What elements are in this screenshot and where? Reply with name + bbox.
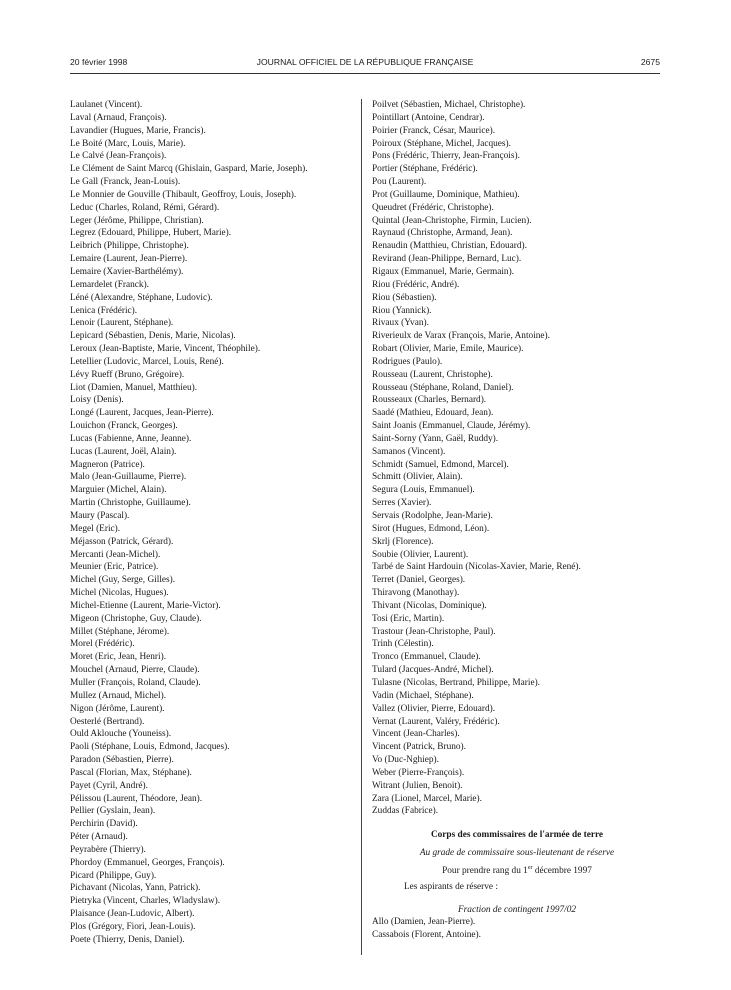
- left-column: [70, 99, 355, 947]
- list-item: Leduc (Charles, Roland, Rémi, Gérard).: [70, 202, 220, 213]
- list-item: Vo (Duc-Nghiep).: [372, 755, 439, 766]
- section-block: [372, 829, 662, 942]
- section-date: [372, 865, 662, 878]
- list-item: Witrant (Julien, Benoit).: [372, 780, 463, 791]
- list-item: Meunier (Eric, Patrice).: [70, 562, 159, 573]
- list-item: Tronco (Emmanuel, Claude).: [372, 652, 481, 663]
- header-page-number: 2675: [640, 57, 660, 67]
- list-item: Vincent (Jean-Charles).: [372, 729, 460, 740]
- list-item: Lemaire (Laurent, Jean-Pierre).: [70, 254, 188, 265]
- list-item: Leibrich (Philippe, Christophe).: [70, 241, 189, 252]
- list-item: Morel (Frédéric).: [70, 639, 135, 650]
- section-fraction: Fraction de contingent 1997/02: [458, 904, 576, 915]
- section-subtitle: Au grade de commissaire sous-lieutenant de réserve: [419, 848, 615, 859]
- list-item: Longé (Laurent, Jacques, Jean-Pierre).: [70, 408, 214, 419]
- list-item: Pou (Laurent).: [372, 177, 427, 188]
- list-item: Liot (Damien, Manuel, Matthieu).: [70, 382, 198, 393]
- list-item: Lavandier (Hugues, Marie, Francis).: [70, 125, 206, 136]
- list-item: Lenoir (Laurent, Stéphane).: [70, 318, 174, 329]
- list-item: Quintal (Jean-Christophe, Firmin, Lucien).: [372, 215, 532, 226]
- list-item: Rodrigues (Paulo).: [372, 356, 443, 367]
- list-item: Pons (Frédéric, Thierry, Jean-François).: [372, 151, 520, 162]
- list-item: Vadin (Michael, Stéphane).: [372, 690, 474, 701]
- list-item: Malo (Jean-Guillaume, Pierre).: [70, 472, 187, 483]
- list-item: Saint Joanis (Emmanuel, Claude, Jérémy).: [372, 421, 531, 432]
- page-header: [70, 57, 660, 71]
- header-rule: [70, 73, 660, 74]
- list-item: Loisy (Denis).: [70, 395, 124, 406]
- list-item: Tosi (Eric, Martin).: [372, 613, 445, 624]
- list-item: Leger (Jérôme, Philippe, Christian).: [70, 215, 204, 226]
- section-date-prefix: Pour prendre rang du 1: [442, 865, 528, 876]
- list-item: Laval (Arnaud, François).: [70, 112, 167, 123]
- list-item: Tulasne (Nicolas, Bertrand, Philippe, Marie).: [372, 677, 541, 688]
- list-item: Picard (Philippe, Guy).: [70, 870, 157, 881]
- list-item: Trastour (Jean-Christophe, Paul).: [372, 626, 496, 637]
- list-item: Cassabois (Florent, Antoine).: [372, 930, 481, 941]
- list-item: Mouchel (Arnaud, Pierre, Claude).: [70, 665, 200, 676]
- list-item: Vernat (Laurent, Valéry, Frédéric).: [372, 716, 500, 727]
- list-item: Oesterlé (Bertrand).: [70, 716, 145, 727]
- list-item: Magneron (Patrice).: [70, 459, 145, 470]
- list-item: Lemardelet (Franck).: [70, 279, 149, 290]
- list-item: Raynaud (Christophe, Armand, Jean).: [372, 228, 513, 239]
- list-item: Pélissou (Laurent, Théodore, Jean).: [70, 793, 203, 804]
- list-item: Tarbé de Saint Hardouin (Nicolas-Xavier, Marie, René).: [372, 562, 581, 573]
- list-item: Robart (Olivier, Marie, Emile, Maurice).: [372, 344, 524, 355]
- list-item: Rivaux (Yvan).: [372, 318, 429, 329]
- list-item: Renaudin (Matthieu, Christian, Edouard).: [372, 241, 527, 252]
- list-item: Skrlj (Florence).: [372, 536, 434, 547]
- list-item: Lucas (Laurent, Joël, Alain).: [70, 446, 177, 457]
- list-item: Péter (Arnaud).: [70, 832, 128, 843]
- list-item: Weber (Pierre-François).: [372, 767, 465, 778]
- list-item: Pointillart (Antoine, Cendrar).: [372, 112, 485, 123]
- list-item: Le Gall (Franck, Jean-Louis).: [70, 177, 181, 188]
- list-item: Riou (Frédéric, André).: [372, 279, 460, 290]
- list-item: Poirier (Franck, César, Maurice).: [372, 125, 496, 136]
- list-item: Payet (Cyril, André).: [70, 780, 148, 791]
- list-item: Louichon (Franck, Georges).: [70, 421, 178, 432]
- list-item: Riou (Yannick).: [372, 305, 432, 316]
- list-item: Zara (Lionel, Marcel, Marie).: [372, 793, 482, 804]
- right-column-list: [372, 99, 662, 818]
- list-item: Riou (Sébastien).: [372, 292, 437, 303]
- header-date: 20 février 1998: [70, 57, 128, 67]
- list-item: Schmidt (Samuel, Edmond, Marcel).: [372, 459, 509, 470]
- list-item: Mercanti (Jean-Michel).: [70, 549, 161, 560]
- list-item: Sirot (Hugues, Edmond, Léon).: [372, 523, 490, 534]
- right-column: [372, 99, 662, 942]
- list-item: Poete (Thierry, Denis, Daniel).: [70, 934, 185, 945]
- section-date-sup: er: [527, 864, 533, 871]
- header-title: JOURNAL OFFICIEL DE LA RÉPUBLIQUE FRANÇAISE: [256, 57, 474, 67]
- list-item: Riverieulx de Varax (François, Marie, Antoine).: [372, 331, 550, 342]
- list-item: Schmitt (Olivier, Alain).: [372, 472, 463, 483]
- list-item: Lenica (Frédéric).: [70, 305, 138, 316]
- list-item: Le Boité (Marc, Louis, Marie).: [70, 138, 186, 149]
- list-item: Letellier (Ludovic, Marcel, Louis, René).: [70, 356, 224, 367]
- list-item: Pascal (Florian, Max, Stéphane).: [70, 767, 192, 778]
- list-item: Millet (Stéphane, Jérome).: [70, 626, 170, 637]
- list-item: Servais (Rodolphe, Jean-Marie).: [372, 511, 493, 521]
- list-item: Lemaire (Xavier-Barthélémy).: [70, 266, 184, 277]
- list-item: Michel-Etienne (Laurent, Marie-Victor).: [70, 600, 221, 611]
- section-entries: [372, 916, 662, 942]
- list-item: Perchirin (David).: [70, 819, 138, 830]
- list-item: Plos (Grégory, Fiori, Jean-Louis).: [70, 922, 196, 932]
- list-item: Ould Aklouche (Youneiss).: [70, 729, 172, 740]
- list-item: Terret (Daniel, Georges).: [372, 575, 466, 586]
- list-item: Legrez (Edouard, Philippe, Hubert, Marie).: [70, 228, 232, 239]
- list-item: Michel (Nicolas, Hugues).: [70, 588, 169, 599]
- list-item: Thiravong (Manothay).: [372, 588, 460, 599]
- list-item: Phordoy (Emmanuel, Georges, François).: [70, 857, 225, 868]
- list-item: Pietryka (Vincent, Charles, Wladyslaw).: [70, 896, 221, 907]
- list-item: Nigon (Jérôme, Laurent).: [70, 703, 165, 714]
- list-item: Plaisance (Jean-Ludovic, Albert).: [70, 909, 195, 920]
- list-item: Rousseau (Laurent, Christophe).: [372, 369, 493, 380]
- list-item: Saint-Sorny (Yann, Gaël, Ruddy).: [372, 433, 499, 444]
- list-item: Rousseau (Stéphane, Roland, Daniel).: [372, 382, 514, 393]
- column-divider: [361, 99, 362, 955]
- list-item: Mullez (Arnaud, Michel).: [70, 690, 167, 701]
- list-item: Zuddas (Fabrice).: [372, 806, 439, 817]
- list-item: Samanos (Vincent).: [372, 446, 446, 457]
- list-item: Rousseaux (Charles, Bernard).: [372, 395, 487, 406]
- list-item: Leroux (Jean-Baptiste, Marie, Vincent, Théophile).: [70, 344, 261, 355]
- list-item: Paoli (Stéphane, Louis, Edmond, Jacques).: [70, 742, 230, 753]
- list-item: Pichavant (Nicolas, Yann, Patrick).: [70, 883, 201, 894]
- list-item: Serres (Xavier).: [372, 498, 432, 509]
- list-item: Moret (Eric, Jean, Henri).: [70, 652, 167, 663]
- list-item: Maury (Pascal).: [70, 511, 130, 521]
- list-item: Vallez (Olivier, Pierre, Edouard).: [372, 703, 496, 714]
- list-item: Le Calvé (Jean-François).: [70, 151, 167, 162]
- list-item: Thivant (Nicolas, Dominique).: [372, 600, 487, 611]
- list-item: Le Clément de Saint Marcq (Ghislain, Gaspard, Marie, Joseph).: [70, 164, 308, 175]
- section-title: Corps des commissaires de l'armée de terre: [430, 830, 604, 841]
- list-item: Lévy Rueff (Bruno, Grégoire).: [70, 369, 185, 380]
- list-item: Muller (François, Roland, Claude).: [70, 677, 201, 688]
- list-item: Laulanet (Vincent).: [70, 100, 143, 110]
- list-item: Poilvet (Sébastien, Michael, Christophe).: [372, 100, 526, 110]
- list-item: Martin (Christophe, Guillaume).: [70, 498, 191, 509]
- list-item: Soubie (Olivier, Laurent).: [372, 549, 469, 560]
- list-item: Rigaux (Emmanuel, Marie, Germain).: [372, 266, 514, 277]
- list-item: Trinh (Célestin).: [372, 639, 434, 650]
- list-item: Paradon (Sébastien, Pierre).: [70, 755, 174, 766]
- section-aspirants: Les aspirants de réserve :: [404, 881, 498, 892]
- list-item: Revirand (Jean-Philippe, Bernard, Luc).: [372, 254, 522, 265]
- list-item: Allo (Damien, Jean-Pierre).: [372, 917, 476, 928]
- list-item: Pellier (Gyslain, Jean).: [70, 806, 156, 817]
- list-item: Marguier (Michel, Alain).: [70, 485, 167, 496]
- list-item: Vincent (Patrick, Bruno).: [372, 742, 466, 753]
- list-item: Prot (Guillaume, Dominique, Mathieu).: [372, 189, 520, 200]
- list-item: Léné (Alexandre, Stéphane, Ludovic).: [70, 292, 213, 303]
- list-item: Le Monnier de Gouville (Thibault, Geoffroy, Louis, Joseph).: [70, 189, 297, 200]
- list-item: Megel (Eric).: [70, 523, 121, 534]
- list-item: Lepicard (Sébastien, Denis, Marie, Nicolas).: [70, 331, 236, 342]
- list-item: Migeon (Christophe, Guy, Claude).: [70, 613, 202, 624]
- list-item: Segura (Louis, Emmanuel).: [372, 485, 475, 496]
- list-item: Lucas (Fabienne, Anne, Jeanne).: [70, 433, 192, 444]
- list-item: Michel (Guy, Serge, Gilles).: [70, 575, 176, 586]
- list-item: Méjasson (Patrick, Gérard).: [70, 536, 174, 547]
- list-item: Peyrabère (Thierry).: [70, 844, 146, 855]
- list-item: Tulard (Jacques-André, Michel).: [372, 665, 494, 676]
- section-date-suffix: décembre 1997: [532, 865, 592, 876]
- list-item: Portier (Stéphane, Frédéric).: [372, 164, 478, 175]
- list-item: Poiroux (Stéphane, Michel, Jacques).: [372, 138, 511, 149]
- list-item: Saadé (Mathieu, Edouard, Jean).: [372, 408, 494, 419]
- list-item: Queudret (Frédéric, Christophe).: [372, 202, 494, 213]
